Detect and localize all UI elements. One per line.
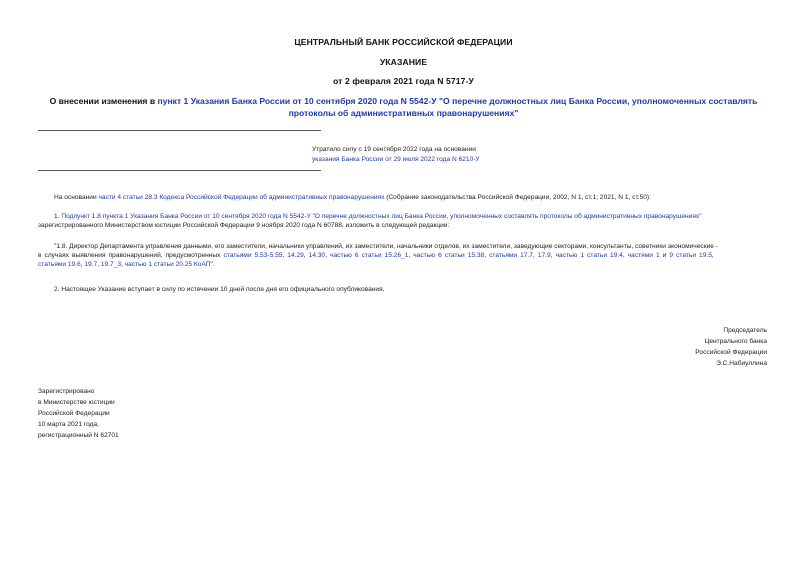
registration-date: 10 марта 2021 года, xyxy=(38,421,99,428)
para1-prefix: На основании xyxy=(54,194,99,201)
separator: , xyxy=(532,252,538,259)
para2-num: 1. xyxy=(54,213,62,220)
para1-suffix: (Собрание законодательства Российской Федерации, 2002, N 1, ст.1; 2021, N 1, ст.50): xyxy=(384,194,651,201)
separator: , xyxy=(484,252,490,259)
separator: , xyxy=(80,261,85,268)
link-art-19-7-3[interactable]: 19.7_3 xyxy=(100,261,122,268)
registration-block xyxy=(38,386,119,441)
status-note-text: Утратило силу с 19 сентября 2022 года на основании xyxy=(312,146,476,153)
paragraph-item-1 xyxy=(38,212,768,230)
para2-link[interactable]: Подпункт 1.8 пункта 1 Указания Банка России от 10 сентября 2020 года N 5542-У "О перечне должностных лиц Банка России, уполномоченных составлять протоколы об административных правонарушениях" xyxy=(61,213,702,220)
link-art-19-5-part-1[interactable]: частями 1 xyxy=(627,252,660,259)
separator: , xyxy=(282,252,288,259)
separator: , xyxy=(325,252,331,259)
link-art-17-9[interactable]: 17.9 xyxy=(537,252,551,259)
signature-line-3: Российской Федерации xyxy=(695,349,767,356)
signature-name: Э.С.Набиуллина xyxy=(716,360,767,367)
separator: , xyxy=(303,252,309,259)
signature-line-1: Председатель xyxy=(723,327,767,334)
status-note-link[interactable]: указания Банка России от 29 июля 2022 года N 6210-У xyxy=(312,156,480,163)
date-number-heading: от 2 февраля 2021 года N 5717-У xyxy=(333,76,474,86)
divider-bottom xyxy=(38,170,321,171)
separator: , xyxy=(121,261,125,268)
separator: , xyxy=(622,252,628,259)
registration-line-3: Российской Федерации xyxy=(38,410,110,417)
status-note xyxy=(312,145,480,165)
link-art-14-30[interactable]: 14.30 xyxy=(308,252,326,259)
title-link-continued[interactable]: протоколы об административных правонарушениях" xyxy=(288,108,519,118)
separator: , xyxy=(711,252,714,259)
org-heading: ЦЕНТРАЛЬНЫЙ БАНК РОССИЙСКОЙ ФЕДЕРАЦИИ xyxy=(294,37,513,47)
link-art-19-7[interactable]: 19.7 xyxy=(84,261,98,268)
link-art-19-6[interactable]: статьями 19.6 xyxy=(38,261,81,268)
separator: , xyxy=(550,252,556,259)
signature-line-2: Центрального банка xyxy=(704,338,767,345)
para3-line1: "1.8. Директор Департамента управления данными, его заместители, начальники управлений, их заместители, начальники отделов, их заместители, заведующие секторами, консультанты, советники экономические - xyxy=(54,243,718,250)
para1-link[interactable]: части 4 статьи 28.3 Кодекса Российской Федерации об административных правонарушениях xyxy=(98,194,385,201)
separator: и xyxy=(659,252,670,259)
title-link[interactable]: пункт 1 Указания Банка России от 10 сентября 2020 года N 5542-У "О перечне должностных лиц Банка России, уполномоченных составлять xyxy=(157,96,758,106)
link-art-17-7[interactable]: статьями 17.7 xyxy=(489,252,533,259)
doc-type-heading: УКАЗАНИЕ xyxy=(379,57,428,67)
registration-line-2: в Министерстве юстиции xyxy=(38,399,115,406)
registration-line-1: Зарегистрировано xyxy=(38,388,95,395)
separator: , xyxy=(97,261,101,268)
para3-suffix: ". xyxy=(210,261,215,268)
paragraph-item-2: 2. Настоящее Указание вступает в силу по истечении 10 дней после дня его официального опубликования. xyxy=(54,286,385,293)
paragraph-item-1-8 xyxy=(38,242,768,269)
document-title xyxy=(30,95,777,119)
para3-line2-prefix: в случаях выявления правонарушений, предусмотренных xyxy=(38,252,224,259)
link-art-14-29[interactable]: 14.29 xyxy=(287,252,304,259)
link-art-15-38[interactable]: частью 6 статьи 15.38 xyxy=(413,252,485,259)
link-art-19-4[interactable]: частью 1 статьи 19.4 xyxy=(555,252,623,259)
separator: , xyxy=(408,252,414,259)
registration-number: регистрационный N 62701 xyxy=(38,432,119,439)
link-art-5-53[interactable]: статьями 5.53-5.55 xyxy=(223,252,283,259)
link-art-15-26-1[interactable]: частью 6 статьи 15.26_1 xyxy=(330,252,409,259)
title-prefix: О внесении изменения в xyxy=(49,96,158,106)
paragraph-basis xyxy=(54,193,774,202)
divider-top xyxy=(38,130,321,131)
link-art-20-25[interactable]: частью 1 статьи 20.25 КоАП xyxy=(124,261,211,268)
signature-block xyxy=(695,325,767,369)
para2-line2: зарегистрированного Министерством юстиции Российской Федерации 9 ноября 2020 года N 60788, изложить в следующей редакции: xyxy=(38,222,450,229)
link-art-19-5-part-9[interactable]: 9 статьи 19.5 xyxy=(669,252,712,259)
